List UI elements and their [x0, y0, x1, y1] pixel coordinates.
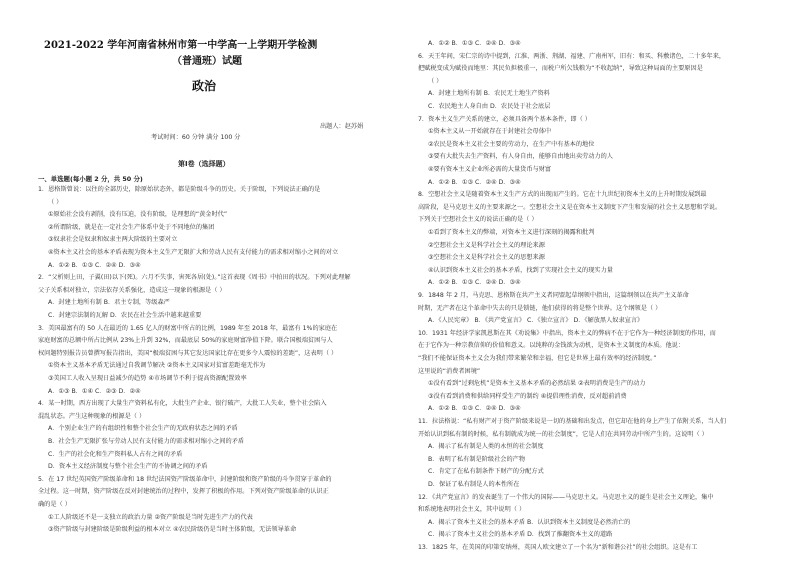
exam-title-line2: （普通班）试题 [172, 56, 242, 67]
question-line: ④认识到资本主义社会的基本矛盾，找到了实现社会主义的现实力量 [428, 266, 613, 274]
question-line: A．封建土地所有制 B．农民无土地生产资料 [428, 90, 550, 98]
question-line: 9．1848 年 2 月，马克思、恩格斯在共产主义者同盟起草纲领中指出，这篇纲领以在共产主义革命 [418, 292, 689, 299]
question-line: （ ） [428, 77, 443, 85]
question-line: 11．拉法格说：“私有财产对于资产阶级来说是一切的基础和出发点，但它却在他的身上产生了依附关系，当人们 [418, 418, 727, 425]
question-line: 时期，无产者在这个革命中失去的只是锁链，他们获得的将是整个世界。这个纲领是（ ） [418, 304, 662, 312]
question-line: A．封建土地所有制 B．君主专制，等级森严 [48, 299, 170, 307]
question-line: A．个别企业生产的有组织性和整个社会生产的无政府状态之间的矛盾 [48, 425, 238, 433]
question-line: ③空想社会主义是科学社会主义的思想来源 [428, 254, 545, 262]
question-line: 权问题特别报告员曾撰写报告指出，美国“极端贫困与其它发达国家比存在更多令人震惊的差距”，这表明（ ） [38, 349, 338, 357]
question-line: 2．“父析则上田，子翼(田)以下(死)。六月不失事，害死各居(处)。”这首表现《周书》中拍田的状况。下列对此理解 [38, 274, 351, 282]
question-line: 13．1825 年，在美国的印第安纳州，英国人欧文建立了一个名为“新和谐公社”的社会组织。这是有工 [418, 544, 698, 551]
question-line: （ ） [48, 198, 63, 206]
question-line: ①资本主义基本矛盾无法通过自我调节解决 ②资本主义国家对贫富差距毫无作为 [48, 362, 266, 370]
question-line: ①工人阶级还不是一支独立的政治力量 ②资产阶级是当时先进生产力的代表 [48, 513, 253, 521]
question-line: ①看到了资本主义的弊端，对资本主义进行深刻的揭露和批判 [428, 229, 595, 236]
question-line: 确的是（ ） [38, 501, 71, 508]
question-line: 10．1931 年经济学家凯恩斯在其《劝说集》中指出，资本主义的弊病不在于它作为一种经济制度的作用，而 [418, 329, 716, 337]
question-line: 12．《共产党宣言》的发表诞生了一个伟大的国际——马克思主义。马克思主义的诞生是社会主义理论，集中 [418, 493, 714, 501]
question-line: 父子关系相对独立，宗法依存关系强化，造成这一现象的根源是（ ） [38, 286, 226, 294]
question-line: 家庭财富的总额中所占比例从 23%上升到 32%，而最底层 50%的家庭财富净值下降。联合国极端贫困与人 [38, 337, 333, 345]
question-line: A．①③ B．①④ C．②③ D．②④ [48, 387, 141, 395]
question-line: B．表明了私有制是阶级社会的产物 [428, 455, 526, 463]
question-line: 下列关于空想社会主义的说法正确的是（ ） [418, 216, 538, 224]
author-line: 出题人：赵苏娟 [320, 123, 364, 130]
question-line: ④要有资本主义企业所必需的大量货币与财富 [428, 166, 552, 173]
question-line: ③美国工人收入呈现日益减少的趋势 ④市场调节不利于提高资源配置效率 [48, 375, 247, 382]
question-line: A．①② B．①③ C．②④ D．③④ [48, 261, 141, 269]
question-line: ①没有看到“过剩危机”是资本主义基本矛盾的必然结果 ②表明消费是生产的动力 [428, 380, 646, 388]
exam-title-line1: 2021-2022 学年河南省林州市第一中学高一上学期开学检测 [44, 40, 318, 51]
question-line: 混乱状态。产生这种现象的根源是（ ） [38, 412, 146, 420]
question-line: 8．空想社会主义是随着资本主义生产方式的出现而产生的。它在十九世纪初资本主义的上升时期发展到最 [418, 191, 707, 199]
question-line: A．①② B．①③ C．②④ D．③④ [428, 178, 521, 186]
question-line: 和系统地表明社会主义，其中说明（ ） [418, 506, 526, 514]
question-line: B．社会生产无限扩张与劳动人民有支付能力的需求相对缩小之间的矛盾 [48, 438, 245, 445]
question-line: C．生产的社会化和生产资料私人占有之间的矛盾 [48, 450, 183, 458]
part1-title: 第Ⅰ卷（选择题） [178, 160, 230, 168]
question-line: C．揭示了资本主义社会的基本矛盾 D．找到了推翻资本主义的道路 [428, 531, 613, 539]
question-line: 全过程。这一时期，资产阶级在反对封建统治的过程中，发挥了积极的作用。下列对资产阶级革命的认识正 [38, 488, 329, 496]
question-line: 高阶段，是马克思主义的主要来源之一。空想社会主义是在资本主义制度下产生和发展的社会主义思想和学说。 [418, 203, 722, 211]
question-line: 7．资本主义生产关系的建立，必须具备两个基本条件，即（ ） [418, 115, 591, 123]
question-line: 1．恩格斯曾说：以往的全部历史，除原始状态外，都是阶级斗争的历史。关于阶级，下列说法正确的是 [38, 186, 321, 193]
question-line: ①原始社会没有剥削，没有压迫，没有阶级，是理想的“黄金时代” [48, 211, 228, 219]
question-line: ④资本主义社会的基本矛盾表现为资本主义生产无限扩大和劳动人民有支付能力的需求相对缩小之间的对立 [48, 249, 339, 256]
question-line: 6．天王年间，宋仁宗的诗中提到，江淮、两浙、荆湖、福建、广南州军，旧有：和买、科敷诸色，二十多年来， [418, 52, 726, 60]
exam-info: 考试时间：60 分钟 满分 100 分 [151, 134, 241, 141]
question-line: 把赋税变成为赋役而地里：其民负担极重一，而税户所欠钱粮为“不收起纳”，导致这种局面的主要原因是 [418, 65, 703, 73]
question-line: C．封建宗法制的瓦解 D．农民在社会生活中越来越重要 [48, 312, 202, 319]
question-line: D．资本主义经济制度与整个社会生产的不协调之间的矛盾 [48, 463, 208, 471]
question-line: ②农民是资本主义社会主要的劳动力，在生产中有基本的地位 [428, 140, 595, 148]
question-line: C．农民地主人身自由 D．农民处于社会底层 [428, 103, 551, 110]
question-line: 在于它作为一种宗教信仰的价值和意义。以纯粹的金钱欲为动机，是资本主义制度的本质。他说： [418, 342, 685, 350]
question-line: A．①② B．①③ C．②④ D．③④ [428, 40, 521, 47]
question-line: D．保证了私有制是人的本性所在 [428, 481, 520, 488]
question-line: 5．在 17 世纪英国资产阶级革命和 18 世纪法国资产阶级革命中，封建阶级和资产阶级的斗争贯穿于革命的 [38, 475, 332, 483]
question-line: 3．美国最富有的 50 人在最近的 1.65 亿人的财富中所占的比例，1989 年至 2018 年，最富有 1%的家庭在 [38, 324, 338, 332]
question-line: ③奴隶社会是奴隶和奴隶主两大阶级的主要对立 [48, 236, 178, 244]
question-line: ③没有看到消费和供给同样受生产的制约 ④提倡理性消费，反对超前消费 [428, 392, 627, 400]
question-line: 4．某一时期，西方出现了大量生产资料私有化，大批生产企业、银行破产，大批工人失业，整个社会陷入 [38, 400, 327, 408]
question-line: 这里说的“消费者困境” [418, 367, 481, 375]
section-heading: 一、单选题(每小题 2 分，共 50 分) [38, 175, 143, 183]
question-line: ②空想社会主义是科学社会主义的理论来源 [428, 241, 545, 249]
question-line: ③要有大批失去生产资料，有人身自由，能够自由地出卖劳动力的人 [428, 153, 613, 161]
question-line: A．揭示了私有制是人类的永恒的社会制度 [428, 443, 544, 451]
question-line: A．《人民宪章》 B．《共产党宣言》 C．《独立宣言》 D．《解放黑人奴隶宣言》 [428, 317, 644, 325]
subject-title: 政治 [192, 79, 217, 93]
question-line: A．①② B．①③ C．②④ D．③④ [428, 279, 521, 287]
question-line: 开始认识到私有制的时候，私有制就成为统一的社会制度”，它是人们在共同劳动中所产生的。这说明（ ） [418, 430, 708, 438]
question-line: A．①② B．①③ C．②④ D．③④ [428, 405, 521, 413]
question-line: ③资产阶级与封建阶级是阶级利益的根本对立 ④农民阶级仍是当时主体阶级，无法领导革命 [48, 526, 297, 534]
question-line: A．揭示了资本主义社会的基本矛盾 B．认识到资本主义制度是必然消亡的 [428, 518, 631, 526]
question-line: ②所谓阶级，就是在一定社会生产体系中处于不同地位的集团 [48, 223, 215, 231]
question-line: C．肯定了在私有制条件下财产的分配方式 [428, 468, 544, 476]
question-line: “我们不能保证资本主义会为我们带来繁荣和幸福，但它是世界上最有效率的经济制度。” [418, 355, 657, 362]
question-line: ①资本主义从一开始就存在于封建社会母体中 [428, 128, 552, 136]
